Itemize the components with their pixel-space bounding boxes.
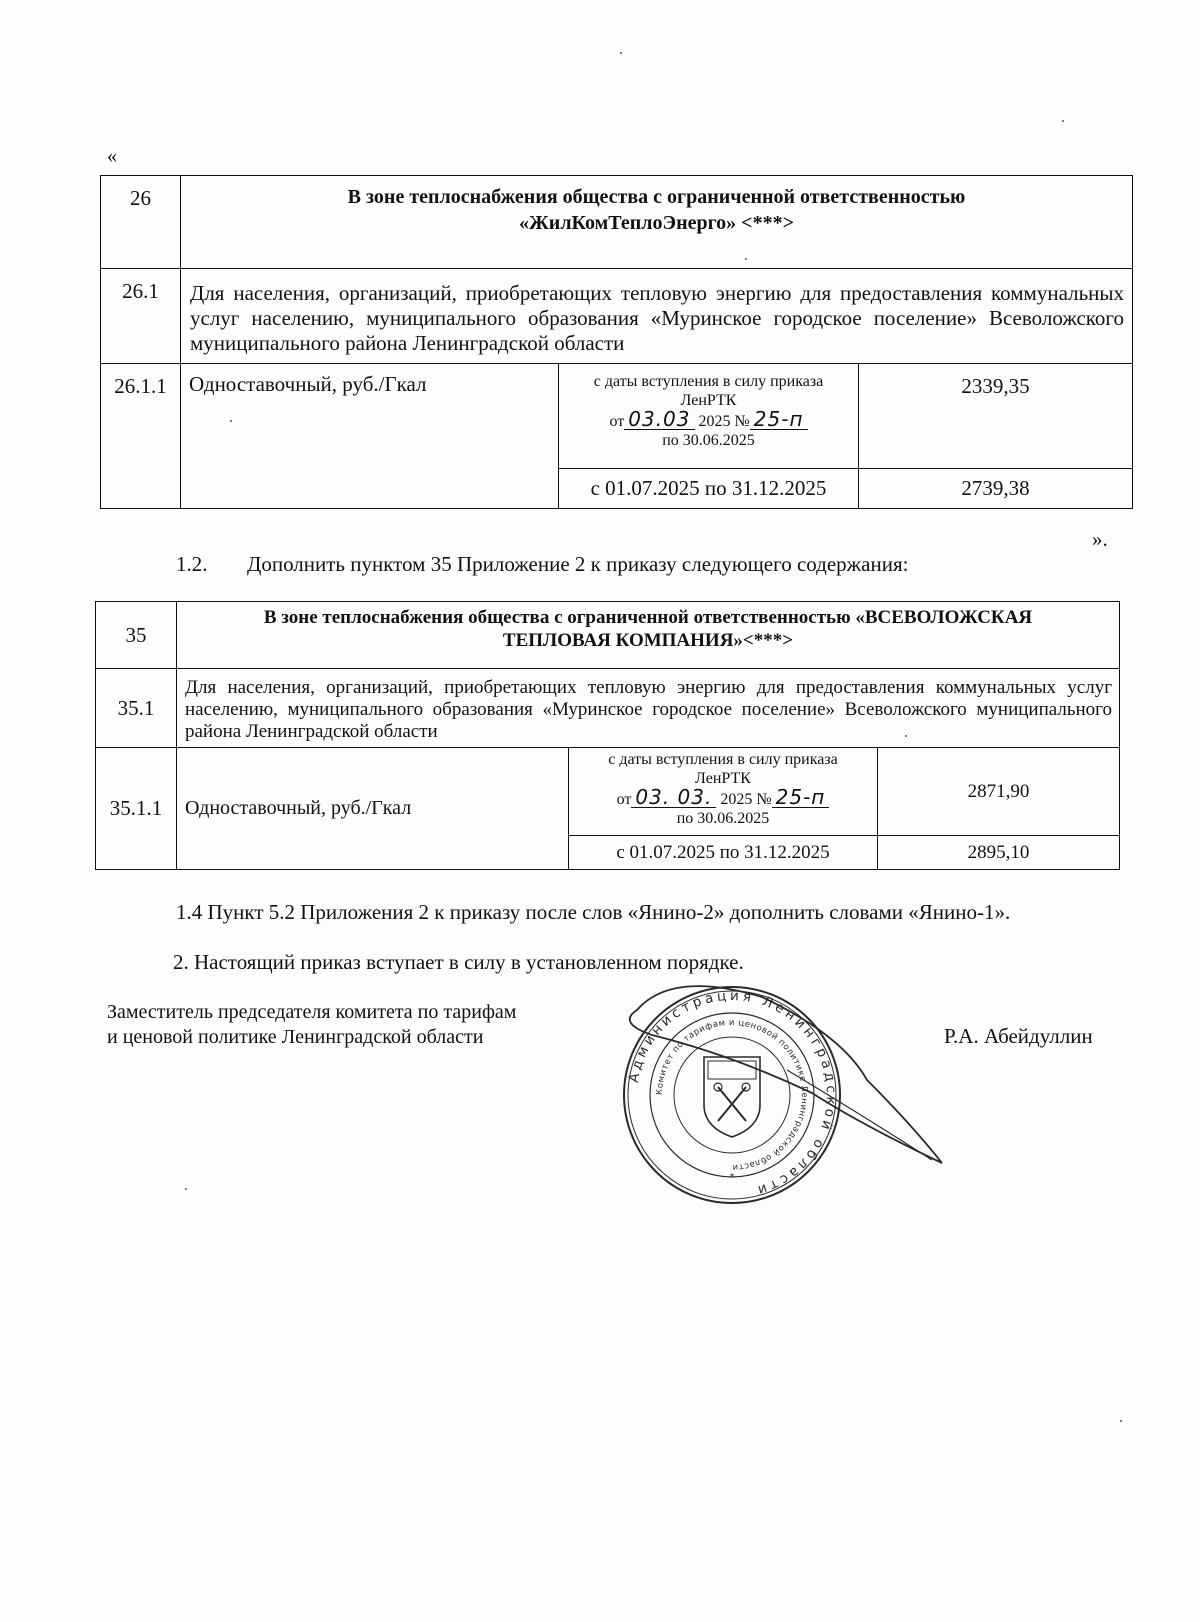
row-number: 26.1.1 [101, 364, 181, 509]
zone-heading-line2: ТЕПЛОВАЯ КОМПАНИЯ»<***> [502, 630, 794, 651]
period-2: с 01.07.2025 по 31.12.2025 [559, 469, 859, 509]
stamp-outer-text: Администрация Ленинградской области [625, 987, 840, 1200]
handwritten-date: 03. 03. [631, 788, 716, 808]
period-1-line4: по 30.06.2025 [662, 432, 755, 449]
official-stamp [612, 975, 982, 1215]
zone-heading [177, 602, 1120, 669]
scan-speck [745, 258, 747, 260]
period-1-line1: с даты вступления в силу приказа [593, 373, 824, 390]
signatory-name: Р.А. Абейдуллин [944, 1024, 1093, 1048]
stamp-inner-text: Комитет по тарифам и ценовой политике Ленинградской области [654, 1017, 810, 1173]
row-number: 26 [101, 176, 181, 269]
table-row [96, 669, 1120, 748]
paragraph-1-2-number: 1.2. [176, 552, 208, 576]
scan-speck [1062, 120, 1064, 122]
period-1-line4: по 30.06.2025 [676, 810, 770, 827]
paragraph-2: 2. Настоящий приказ вступает в силу в установленном порядке. [173, 950, 744, 974]
handwritten-order-number: 25-п [750, 410, 808, 430]
period-1-line2: ЛенРТК [695, 770, 751, 787]
tariff-value-1: 2871,90 [878, 748, 1120, 836]
closing-quote: ». [1092, 527, 1108, 551]
row-number: 35 [96, 602, 177, 669]
stamp-star: * [729, 1172, 735, 1183]
tariff-name: Одноставочный, руб./Гкал [181, 364, 559, 509]
tariff-value-2: 2895,10 [878, 836, 1120, 870]
order-year: 2025 № [698, 413, 750, 430]
table-row [96, 748, 1120, 836]
paragraph-1-2: Дополнить пунктом 35 Приложение 2 к приказу следующего содержания: [247, 552, 909, 576]
scan-speck [905, 735, 907, 737]
row-number: 26.1 [101, 269, 181, 364]
row-number: 35.1 [96, 669, 177, 748]
paragraph-1-4: 1.4 Пункт 5.2 Приложения 2 к приказу после слов «Янино-2» дополнить словами «Янино-1». [176, 900, 1011, 924]
period-1-order [559, 407, 858, 431]
tariff-table-35 [95, 601, 1120, 870]
from-label: от [616, 791, 632, 808]
svg-text:Комитет по тарифам и ценовой п [655, 1018, 809, 1172]
period-1-line1: с даты вступления в силу приказа [608, 751, 838, 768]
opening-quote: « [107, 145, 117, 167]
tariff-value-1: 2339,35 [859, 364, 1133, 469]
row-number: 35.1.1 [96, 748, 177, 870]
table-row [96, 602, 1120, 669]
zone-heading-line2: «ЖилКомТеплоЭнерго» <***> [519, 212, 794, 234]
period-2: с 01.07.2025 по 31.12.2025 [569, 836, 878, 870]
zone-heading-line1: В зоне теплоснабжения общества с ограниченной ответственностью «ВСЕВОЛОЖСКАЯ [263, 607, 1033, 628]
table-row [101, 269, 1133, 364]
tariff-table-26 [100, 175, 1133, 509]
scan-speck [230, 420, 232, 422]
consumer-description: Для населения, организаций, приобретающих тепловую энергию для предоставления коммунальных услуг населению, муниципального образования «Муринское городское поселение» Всеволожского муниципального района Ленинградской области [177, 669, 1120, 748]
signatory-position-line2: и ценовой политике Ленинградской области [107, 1026, 484, 1048]
table-row [101, 176, 1133, 269]
zone-heading-line1: В зоне теплоснабжения общества с ограниченной ответственностью [347, 186, 966, 208]
tariff-name: Одноставочный, руб./Гкал [177, 748, 569, 870]
period-1-line2: ЛенРТК [680, 392, 737, 409]
signatory-position-line1: Заместитель председателя комитета по тарифам [107, 1001, 517, 1023]
table-row [101, 364, 1133, 469]
scan-speck [1120, 1420, 1122, 1422]
period-1 [559, 364, 859, 469]
signatory-position [107, 1000, 516, 1050]
zone-heading [181, 176, 1133, 269]
handwritten-date: 03.03 [624, 410, 694, 430]
consumer-description: Для населения, организаций, приобретающих тепловую энергию для предоставления коммунальных услуг населению, муниципального образования «Муринское городское поселение» Всеволожского муниципального района Ленинградской области [181, 269, 1133, 364]
handwritten-order-number: 25-п [772, 788, 830, 808]
period-1-order [569, 785, 877, 809]
order-year: 2025 № [720, 791, 772, 808]
period-1 [569, 748, 878, 836]
from-label: от [609, 413, 625, 430]
tariff-value-2: 2739,38 [859, 469, 1133, 509]
scan-speck [185, 1188, 187, 1190]
scan-speck [620, 52, 622, 54]
